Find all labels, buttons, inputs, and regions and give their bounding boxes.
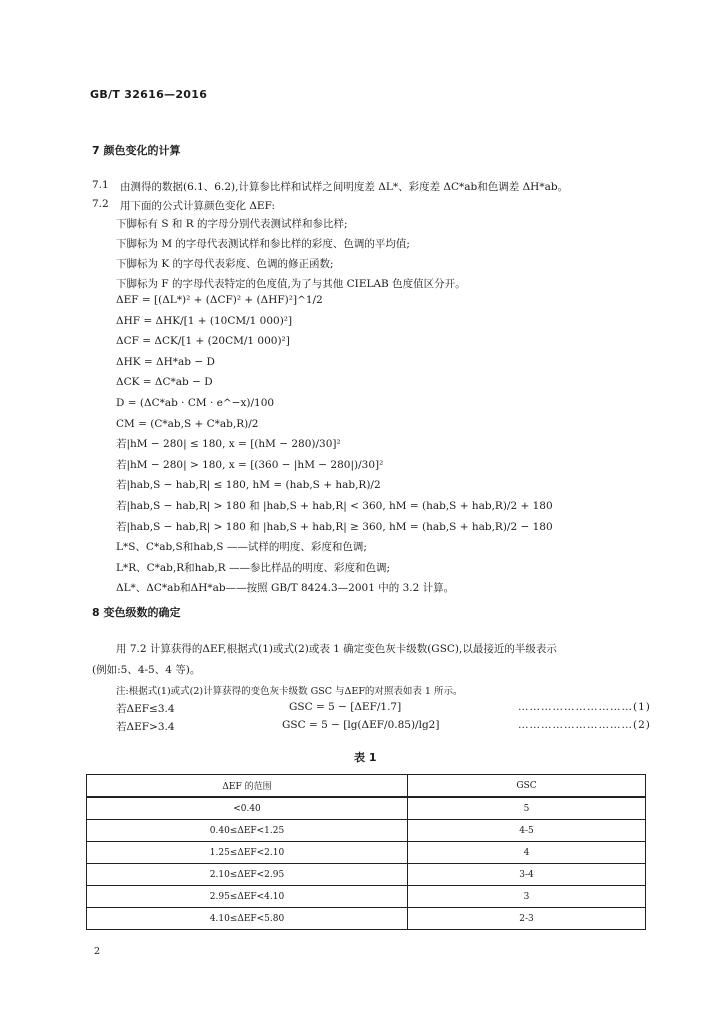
note-line: 下脚标为 K 的字母代表彩度、色调的修正函数; (116, 258, 334, 270)
table-cell-range: 4.10≤ΔEF<5.80 (87, 908, 408, 930)
table-cell-grade: 4 (408, 842, 646, 864)
formula-line: L*R、C*ab,R和hab,R ——参比样品的明度、彩度和色调; (116, 561, 390, 574)
formula-line: ΔEF = [(ΔL*)² + (ΔCF)² + (ΔHF)²]^1/2 (116, 294, 323, 306)
equation-1-number: …………………………(1) (518, 701, 651, 713)
subscript-notes (116, 214, 466, 294)
formula-line: ΔL*、ΔC*ab和ΔH*ab——按照 GB/T 8424.3—2001 中的 3.2 计算。 (116, 582, 455, 595)
table-caption: 表 1 (354, 751, 377, 764)
table-cell-range: 1.25≤ΔEF<2.10 (87, 842, 408, 864)
formula-line: 若|hab,S − hab,R| > 180 和 |hab,S + hab,R| ≥ 360, hM = (hab,S + hab,R)/2 − 180 (116, 520, 553, 533)
table-header-range: ΔEF 的范围 (87, 775, 408, 798)
section-8-paragraph-line-1: 用 7.2 计算获得的ΔEF,根据式(1)或式(2)或表 1 确定变色灰卡级数(GSC),以最接近的半级表示 (116, 643, 557, 655)
formula-line: 若|hM − 280| > 180, x = [(360 − |hM − 280|)/30]² (116, 458, 384, 471)
formula-line: ΔHK = ΔH*ab − D (116, 355, 215, 368)
formula-line: CM = (C*ab,S + C*ab,R)/2 (116, 417, 259, 430)
table-cell-grade: 4-5 (408, 820, 646, 842)
table-header-row (87, 775, 646, 798)
section-8-note: 注:根据式(1)或式(2)计算获得的变色灰卡级数 GSC 与ΔEF的对照表如表 1 所示。 (116, 686, 463, 697)
table-cell-range: 2.95≤ΔEF<4.10 (87, 886, 408, 908)
table-row (87, 797, 646, 820)
formula-block (116, 290, 553, 599)
equation-2-condition: 若ΔEF>3.4 (116, 721, 175, 733)
formula-line: D = (ΔC*ab · CM · e^−x)/100 (116, 396, 275, 409)
table-header-grade: GSC (408, 775, 646, 798)
table-cell-grade: 2-3 (408, 908, 646, 930)
table-cell-range: <0.40 (87, 797, 408, 820)
table-cell-range: 0.40≤ΔEF<1.25 (87, 820, 408, 842)
equation-1-formula: GSC = 5 − [ΔEF/1.7] (289, 701, 402, 713)
equation-2-number: …………………………(2) (518, 719, 651, 731)
formula-line: 若|hM − 280| ≤ 180, x = [(hM − 280)/30]² (116, 438, 341, 451)
page-number: 2 (94, 946, 101, 957)
table-row (87, 908, 646, 930)
note-line: 下脚标为 M 的字母代表测试样和参比样的彩度、色调的平均值; (116, 238, 410, 250)
section-7-title: 7 颜色变化的计算 (92, 144, 181, 157)
table-row (87, 820, 646, 842)
clause-7-2-text: 用下面的公式计算颜色变化 ΔEF: (120, 200, 276, 212)
table-cell-range: 2.10≤ΔEF<2.95 (87, 864, 408, 886)
formula-line: ΔCK = ΔC*ab − D (116, 376, 213, 389)
formula-line: 若|hab,S − hab,R| > 180 和 |hab,S + hab,R| < 360, hM = (hab,S + hab,R)/2 + 180 (116, 499, 553, 512)
clause-7-1-text: 由测得的数据(6.1、6.2),计算参比样和试样之间明度差 ΔL*、彩度差 ΔC*ab和色调差 ΔH*ab。 (120, 181, 569, 193)
clause-7-2-number: 7.2 (92, 198, 109, 210)
formula-line: ΔHF = ΔHK/[1 + (10CM/1 000)²] (116, 314, 293, 327)
formula-line: ΔCF = ΔCK/[1 + (20CM/1 000)²] (116, 335, 290, 348)
section-8-paragraph-line-2: (例如:5、4-5、4 等)。 (92, 664, 201, 676)
equation-2-formula: GSC = 5 − [lg(ΔEF/0.85)/lg2] (282, 719, 440, 731)
equation-1-condition: 若ΔEF≤3.4 (116, 703, 175, 715)
table-cell-grade: 3-4 (408, 864, 646, 886)
note-line: 下脚标为 F 的字母代表特定的色度值,为了与其他 CIELAB 色度值区分开。 (116, 278, 466, 290)
table-row (87, 886, 646, 908)
table-row (87, 842, 646, 864)
formula-line: L*S、C*ab,S和hab,S ——试样的明度、彩度和色调; (116, 541, 367, 554)
table-cell-grade: 3 (408, 886, 646, 908)
section-8-title: 8 变色级数的确定 (92, 606, 181, 619)
table-row (87, 864, 646, 886)
clause-7-1-number: 7.1 (92, 179, 109, 191)
grade-table (86, 774, 646, 930)
formula-line: 若|hab,S − hab,R| ≤ 180, hM = (hab,S + hab,R)/2 (116, 479, 381, 492)
table-cell-grade: 5 (408, 797, 646, 820)
document-header: GB/T 32616—2016 (90, 88, 208, 101)
note-line: 下脚标有 S 和 R 的字母分别代表测试样和参比样; (116, 218, 348, 230)
